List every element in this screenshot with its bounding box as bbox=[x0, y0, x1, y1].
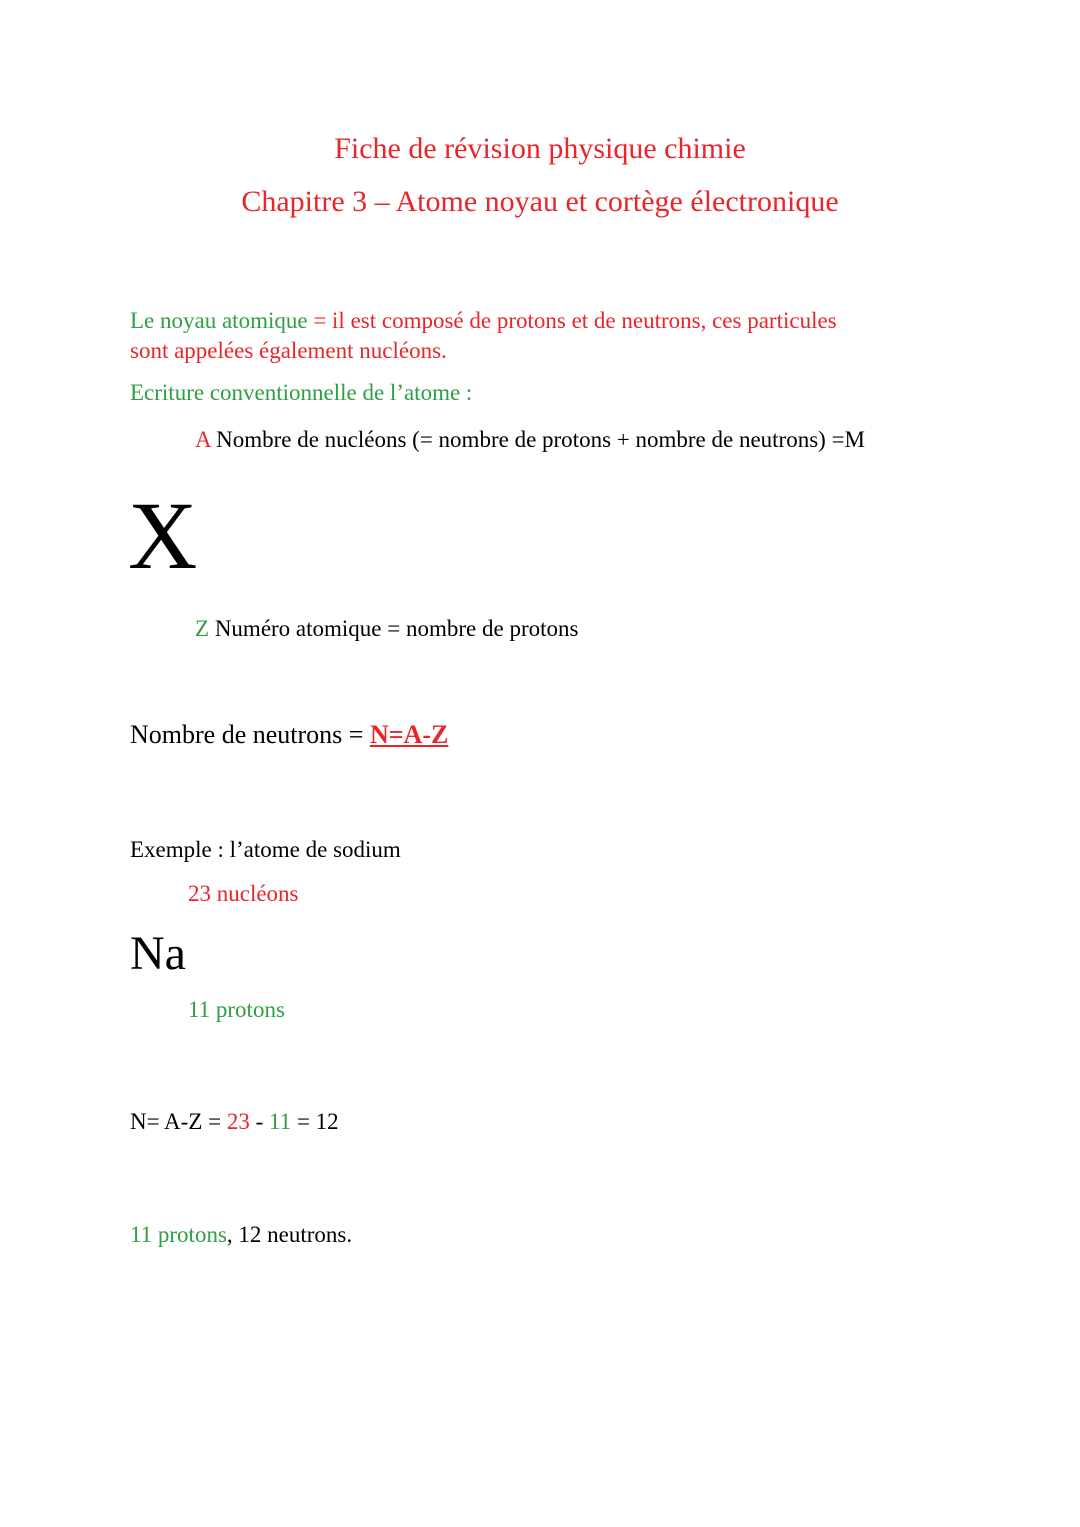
atomic-number-text: Numéro atomique = nombre de protons bbox=[209, 616, 579, 641]
atomic-number-letter: Z bbox=[195, 616, 210, 641]
neutron-formula: N=A-Z bbox=[369, 720, 449, 749]
example-label: Exemple : l’atome de sodium bbox=[130, 837, 401, 862]
element-symbol-x: X bbox=[128, 482, 198, 589]
example-nucleons: 23 nucléons bbox=[188, 881, 299, 906]
conclusion-protons: 11 protons bbox=[130, 1222, 227, 1247]
writing-label: Ecriture conventionnelle de l’atome : bbox=[130, 380, 473, 405]
definition-paragraph bbox=[130, 306, 837, 366]
neutron-formula-label: Nombre de neutrons = bbox=[130, 720, 370, 749]
example-protons: 11 protons bbox=[188, 997, 285, 1022]
calc-prefix: N= A-Z = bbox=[130, 1109, 227, 1134]
calc-z-value: 11 bbox=[269, 1109, 292, 1134]
atomic-number-line bbox=[195, 614, 578, 644]
mass-number-letter: A bbox=[195, 427, 211, 452]
conclusion-neutrons: , 12 neutrons. bbox=[226, 1222, 353, 1247]
definition-text-line1: = il est composé de protons et de neutrons, ces particules bbox=[307, 308, 837, 333]
neutron-formula-line bbox=[130, 720, 448, 750]
example-conclusion bbox=[130, 1220, 352, 1250]
mass-number-text: Nombre de nucléons (= nombre de protons + nombre de neutrons) =M bbox=[210, 427, 866, 452]
calc-result: = 12 bbox=[291, 1109, 339, 1134]
mass-number-line bbox=[195, 425, 865, 455]
example-symbol-na: Na bbox=[130, 927, 186, 980]
example-calculation bbox=[130, 1107, 339, 1137]
definition-term: Le noyau atomique bbox=[130, 308, 308, 333]
chapter-subtitle: Chapitre 3 – Atome noyau et cortège électronique bbox=[241, 185, 839, 218]
page-title: Fiche de révision physique chimie bbox=[334, 132, 746, 165]
definition-text-line2: sont appelées également nucléons. bbox=[130, 338, 447, 363]
calc-a-value: 23 bbox=[226, 1109, 250, 1134]
calc-minus: - bbox=[249, 1109, 270, 1134]
